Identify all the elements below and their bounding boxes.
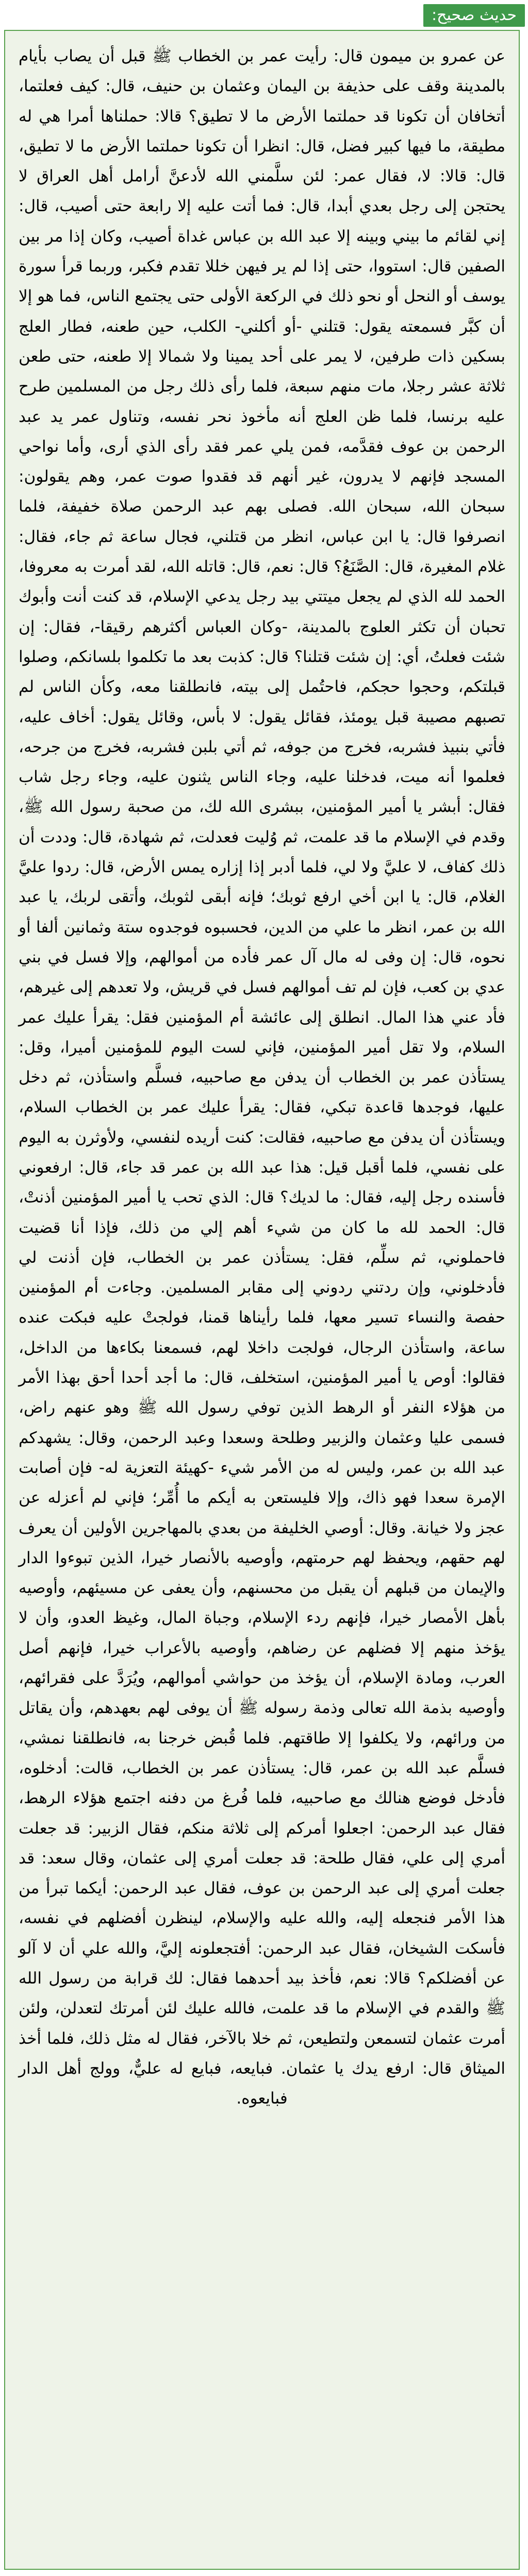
hadith-grade-heading: حديث صحيح: bbox=[423, 4, 525, 27]
hadith-text: عن عمرو بن ميمون قال: رأيت عمر بن الخطاب ﷺ قبل أن يصاب بأيام بالمدينة وقف على حذيفة بن اليمان وعثمان بن حنيف، قال: كيف فعلتما، أتخافان أن تكونا قد حملتما الأرض ما لا تطيق؟ قالا: حملناها أمرا هي له مطيقة، ما فيها كبير فضل، قال: انظرا أن تكونا حملتما الأرض ما لا تطيق، قال: قالا: لا، فقال عمر: لئن سلَّمني الله لأدعنَّ أرامل أهل العراق لا يحتجن إلى رجل بعدي أبدا، قال: فما أتت عليه إلا رابعة حتى أصيب، قال: إني لقائم ما بيني وبينه إلا عبد الله بن عباس غداة أصيب، وكان إذا مر بين الصفين قال: استووا، حتى إذا لم ير فيهن خللا تقدم فكبر، وربما قرأ سورة يوسف أو النحل أو نحو ذلك في الركعة الأولى حتى يجتمع الناس، فما هو إلا أن كبَّر فسمعته يقول: قتلني -أو أكلني- الكلب، حين طعنه، فطار العلج بسكين ذات طرفين، لا يمر على أحد يمينا ولا شمالا إلا طعنه، حتى طعن ثلاثة عشر رجلا، مات منهم سبعة، فلما رأى ذلك رجل من المسلمين طرح عليه برنسا، فلما ظن العلج أنه مأخوذ نحر نفسه، وتناول عمر يد عبد الرحمن بن عوف فقدَّمه، فمن يلي عمر فقد رأى الذي أرى، وأما نواحي المسجد فإنهم لا يدرون، غير أنهم قد فقدوا صوت عمر، وهم يقولون: سبحان الله، سبحان الله. فصلى بهم عبد الرحمن صلاة خفيفة، فلما انصرفوا قال: يا ابن عباس، انظر من قتلني، فجال ساعة ثم جاء، فقال: غلام المغيرة، قال: الصَّنَعُ؟ قال: نعم، قال: قاتله الله، لقد أمرت به معروفا، الحمد لله الذي لم يجعل ميتتي بيد رجل يدعي الإسلام، قد كنت أنت وأبوك تحبان أن تكثر العلوج بالمدينة، -وكان العباس أكثرهم رقيقا-، فقال: إن شئت فعلتُ، أي: إن شئت قتلنا؟ قال: كذبت بعد ما تكلموا بلسانكم، وصلوا قبلتكم، وحجوا حجكم، فاحتُمل إلى بيته، فانطلقنا معه، وكأن الناس لم تصبهم مصيبة قبل يومئذ، فقائل يقول: لا بأس، وقائل يقول: أخاف عليه، فأتي بنبيذ فشربه، فخرج من جوفه، ثم أتي بلبن فشربه، فخرج من جرحه، فعلموا أنه ميت، فدخلنا عليه، وجاء الناس يثنون عليه، وجاء رجل شاب فقال: أبشر يا أمير المؤمنين، ببشرى الله لك، من صحبة رسول الله ﷺ، وقدم في الإسلام ما قد علمت، ثم وُليت فعدلت، ثم شهادة، قال: وددت أن ذلك كفاف، لا عليَّ ولا لي، فلما أدبر إذا إزاره يمس الأرض، قال: ردوا عليَّ الغلام، قال: يا ابن أخي ارفع ثوبك؛ فإنه أبقى لثوبك، وأتقى لربك، يا عبد الله بن عمر، انظر ما علي من الدين، فحسبوه فوجدوه ستة وثمانين ألفا أو نحوه، قال: إن وفى له مال آل عمر فأده من أموالهم، وإلا فسل في بني عدي بن كعب، فإن لم تف أموالهم فسل في قريش، ولا تعدهم إلى غيرهم، فأد عني هذا المال. انطلق إلى عائشة أم المؤمنين فقل: يقرأ عليك عمر السلام، ولا تقل أمير المؤمنين، فإني لست اليوم للمؤمنين أميرا، وقل: يستأذن عمر بن الخطاب أن يدفن مع صاحبيه، فسلَّم واستأذن، ثم دخل عليها، فوجدها قاعدة تبكي، فقال: يقرأ عليك عمر بن الخطاب السلام، ويستأذن أن يدفن مع صاحبيه، فقالت: كنت أريده لنفسي، ولأوثرن به اليوم على نفسي، فلما أقبل قيل: هذا عبد الله بن عمر قد جاء، قال: ارفعوني فأسنده رجل إليه، فقال: ما لديك؟ قال: الذي تحب يا أمير المؤمنين أذنتْ، قال: الحمد لله ما كان من شيء أهم إلي من ذلك، فإذا أنا قضيت فاحملوني، ثم سلِّم، فقل: يستأذن عمر بن الخطاب، فإن أذنت لي فأدخلوني، وإن ردتني ردوني إلى مقابر المسلمين. وجاءت أم المؤمنين حفصة والنساء تسير معها، فلما رأيناها قمنا، فولجتْ عليه فبكت عنده ساعة، واستأذن الرجال، فولجت داخلا لهم، فسمعنا بكاءها من الداخل، فقالوا: أوص يا أمير المؤمنين، استخلف، قال: ما أجد أحدا أحق بهذا الأمر من هؤلاء النفر أو الرهط الذين توفي رسول الله ﷺ وهو عنهم راض، فسمى عليا وعثمان والزبير وطلحة وسعدا وعبد الرحمن، وقال: يشهدكم عبد الله بن عمر، وليس له من الأمر شيء -كهيئة التعزية له- فإن أصابت الإمرة سعدا فهو ذاك، وإلا فليستعن به أيكم ما أُمِّر؛ فإني لم أعزله عن عجز ولا خيانة. وقال: أوصي الخليفة من بعدي بالمهاجرين الأولين أن يعرف لهم حقهم، ويحفظ لهم حرمتهم، وأوصيه بالأنصار خيرا، الذين تبوءوا الدار والإيمان من قبلهم أن يقبل من محسنهم، وأن يعفى عن مسيئهم، وأوصيه بأهل الأمصار خيرا، فإنهم ردء الإسلام، وجباة المال، وغيظ العدو، وأن لا يؤخذ منهم إلا فضلهم عن رضاهم، وأوصيه بالأعراب خيرا، فإنهم أصل العرب، ومادة الإسلام، أن يؤخذ من حواشي أموالهم، ويُرَدَّ على فقرائهم، وأوصيه بذمة الله تعالى وذمة رسوله ﷺ أن يوفى لهم بعهدهم، وأن يقاتل من ورائهم، ولا يكلفوا إلا طاقتهم. فلما قُبض خرجنا به، فانطلقنا نمشي، فسلَّم عبد الله بن عمر، قال: يستأذن عمر بن الخطاب، قالت: أدخلوه، فأدخل فوضع هنالك مع صاحبيه، فلما فُرغ من دفنه اجتمع هؤلاء الرهط، فقال عبد الرحمن: اجعلوا أمركم إلى ثلاثة منكم، فقال الزبير: قد جعلت أمري إلى علي، فقال طلحة: قد جعلت أمري إلى عثمان، وقال سعد: قد جعلت أمري إلى عبد الرحمن بن عوف، فقال عبد الرحمن: أيكما تبرأ من هذا الأمر فنجعله إليه، والله عليه والإسلام، لينظرن أفضلهم في نفسه، فأسكت الشيخان، فقال عبد الرحمن: أفتجعلونه إليَّ، والله علي أن لا آلو عن أفضلكم؟ قالا: نعم، فأخذ بيد أحدهما فقال: لك قرابة من رسول الله ﷺ والقدم في الإسلام ما قد علمت، فالله عليك لئن أمرتك لتعدلن، ولئن أمرت عثمان لتسمعن ولتطيعن، ثم خلا بالآخر، فقال له مثل ذلك، فلما أخذ الميثاق قال: ارفع يدك يا عثمان. فبايعه، فبايع له عليٌّ، وولج أهل الدار فبايعوه. bbox=[19, 47, 505, 2108]
hadith-text-box bbox=[4, 30, 520, 2570]
